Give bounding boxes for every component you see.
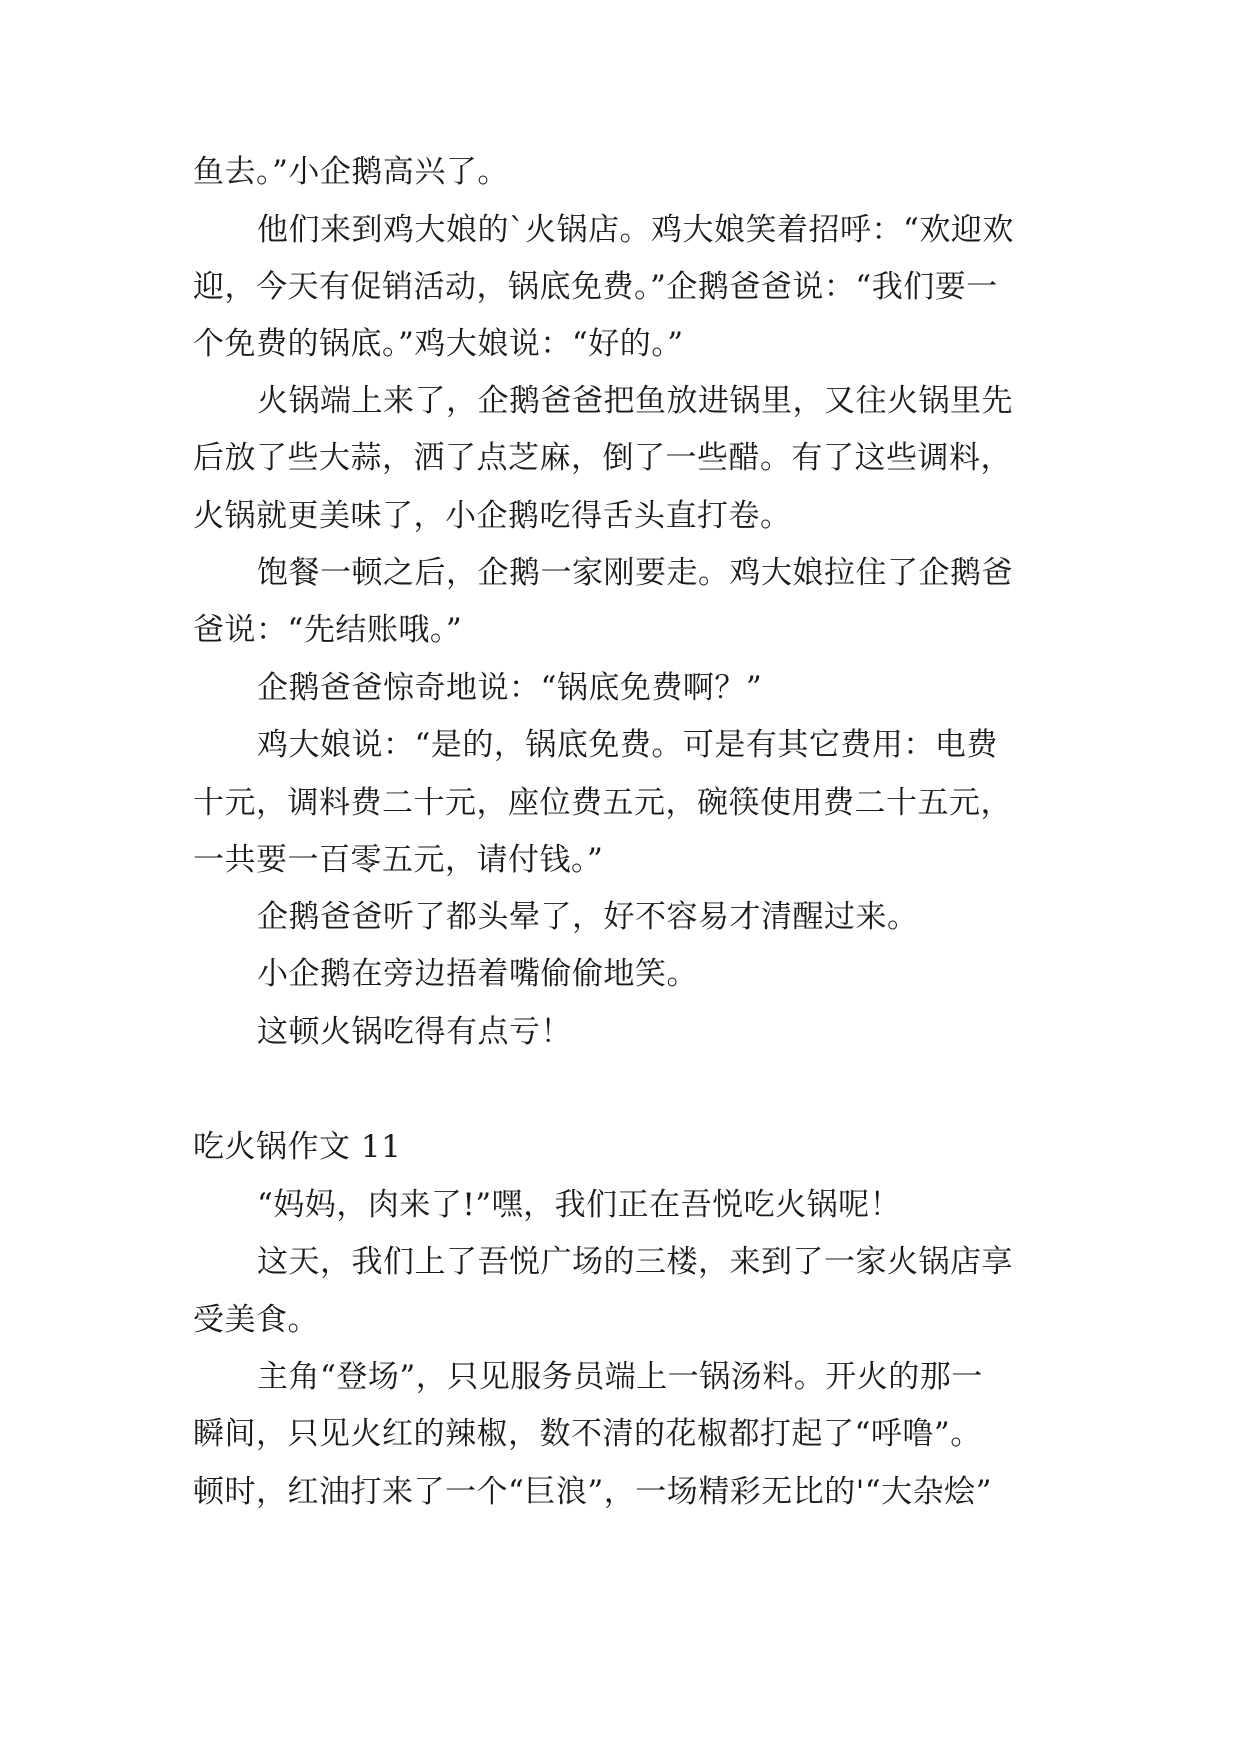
paragraph-line: 鸡大娘说：“是的，锅底免费。可是有其它费用：电费: [257, 727, 998, 763]
paragraph-line: 火锅端上来了，企鹅爸爸把鱼放进锅里，又往火锅里先: [257, 383, 1013, 419]
paragraph-line: 鱼去。”小企鹅高兴了。: [193, 154, 509, 190]
paragraph-line: 十元，调料费二十元，座位费五元，碗筷使用费二十五元，: [193, 785, 1012, 821]
paragraph-line: 饱餐一顿之后，企鹅一家刚要走。鸡大娘拉住了企鹅爸: [257, 555, 1013, 591]
paragraph-line: 瞬间，只见火红的辣椒，数不清的花椒都打起了“呼噜”。: [193, 1416, 982, 1452]
paragraph-line: 这天，我们上了吾悦广场的三楼，来到了一家火锅店享: [257, 1244, 1013, 1280]
paragraph-line: 企鹅爸爸惊奇地说：“锅底免费啊？”: [257, 670, 763, 706]
paragraph-line: 小企鹅在旁边捂着嘴偷偷地笑。: [257, 956, 698, 992]
paragraph-line: 顿时，红油打来了一个“巨浪”，一场精彩无比的'“大杂烩”: [193, 1474, 992, 1510]
paragraph-line: 这顿火锅吃得有点亏！: [257, 1014, 572, 1050]
paragraph-line: 火锅就更美味了，小企鹅吃得舌头直打卷。: [193, 498, 792, 534]
paragraph-line: 爸说：“先结账哦。”: [193, 612, 463, 648]
paragraph-line: 受美食。: [193, 1302, 319, 1338]
paragraph-line: 一共要一百零五元，请付钱。”: [193, 842, 604, 878]
paragraph-line: 个免费的锅底。”鸡大娘说：“好的。”: [193, 326, 684, 362]
paragraph-line: 迎，今天有促销活动，锅底免费。”企鹅爸爸说：“我们要一: [193, 269, 998, 305]
paragraph-line: “妈妈，肉来了!”嘿，我们正在吾悦吃火锅呢！: [257, 1187, 902, 1223]
paragraph-line: 他们来到鸡大娘的`火锅店。鸡大娘笑着招呼：“欢迎欢: [257, 212, 1014, 248]
paragraph-line: 后放了些大蒜，洒了点芝麻，倒了一些醋。有了这些调料，: [193, 440, 1012, 476]
section-heading: 吃火锅作文 11: [193, 1129, 402, 1165]
paragraph-line: 主角“登场”，只见服务员端上一锅汤料。开火的那一: [257, 1359, 983, 1395]
paragraph-line: 企鹅爸爸听了都头晕了，好不容易才清醒过来。: [257, 899, 919, 935]
